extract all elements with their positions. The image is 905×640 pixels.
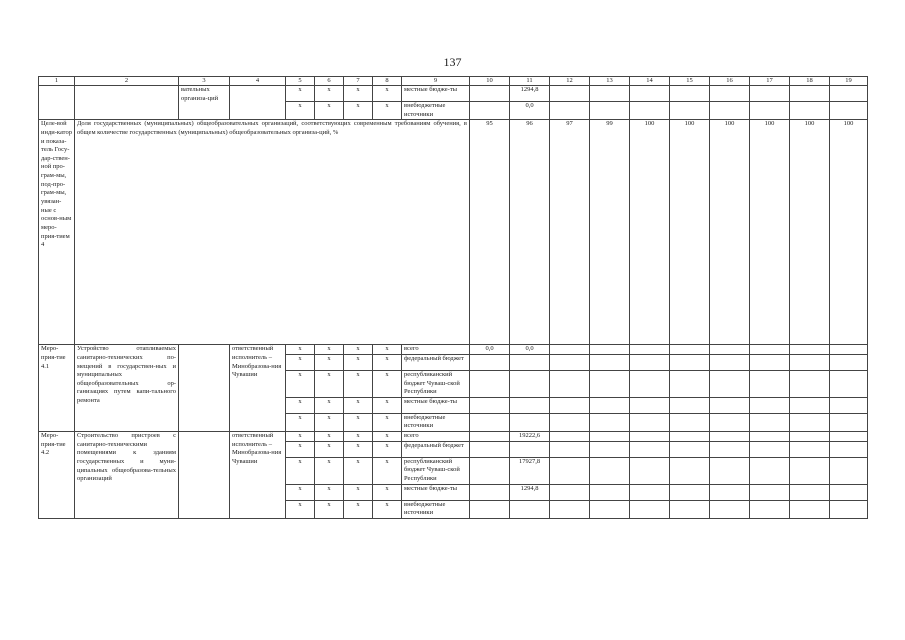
column-number: 9 (402, 77, 470, 86)
value-cell: 0,0 (470, 345, 510, 355)
column-number-row (39, 77, 868, 86)
value-cell: 1294,8 (510, 86, 550, 102)
value-cell: 17927,8 (510, 457, 550, 484)
funding-source: республиканский бюджет Чуваш-ской Республики (402, 370, 470, 397)
indicator-value: 100 (670, 120, 710, 345)
x-mark: x (344, 370, 373, 397)
column-number: 19 (830, 77, 868, 86)
value-cell (470, 484, 510, 500)
x-mark: x (373, 500, 402, 518)
x-mark: x (344, 354, 373, 370)
column-number: 14 (630, 77, 670, 86)
column-number: 4 (230, 77, 286, 86)
program-table (38, 76, 868, 519)
indicator-row (39, 120, 868, 345)
column-number: 11 (510, 77, 550, 86)
x-mark: x (373, 432, 402, 442)
measure-executor: ответственный исполнитель – Минобразова-ния Чувашии (230, 345, 286, 432)
x-mark: x (344, 102, 373, 120)
value-cell (470, 457, 510, 484)
x-mark: x (286, 345, 315, 355)
funding-source: всего (402, 345, 470, 355)
indicator-label: Целе-вой инди-катор и показа-тель Госу-дар-ствен-ной про-грам-мы, под-про-грам-мы, увязан-ные с основ-ным меро-прия-тием 4 (39, 120, 75, 345)
column-number: 18 (790, 77, 830, 86)
table-row (39, 86, 868, 102)
empty-cell (75, 86, 179, 120)
column-number: 6 (315, 77, 344, 86)
x-mark: x (315, 345, 344, 355)
measure-executor: ответственный исполнитель – Минобразова-ния Чувашии (230, 432, 286, 519)
funding-source: местные бюдже-ты (402, 484, 470, 500)
x-mark: x (315, 397, 344, 413)
column-number: 2 (75, 77, 179, 86)
x-mark: x (344, 86, 373, 102)
measure-name: Строительство пристроев с санитарно-техническими помещениями к зданиям государственных и муни-ципальных общеобразова-тельных организаций (75, 432, 179, 519)
value-cell (510, 500, 550, 518)
x-mark: x (286, 484, 315, 500)
x-mark: x (286, 441, 315, 457)
x-mark: x (373, 102, 402, 120)
x-mark: x (286, 370, 315, 397)
funding-source: республиканский бюджет Чуваш-ской Республики (402, 457, 470, 484)
x-mark: x (315, 432, 344, 442)
x-mark: x (315, 484, 344, 500)
x-mark: x (286, 86, 315, 102)
value-cell (510, 413, 550, 431)
empty-cell (179, 345, 230, 432)
column-number: 17 (750, 77, 790, 86)
value-cell (470, 370, 510, 397)
x-mark: x (315, 370, 344, 397)
indicator-text: Доля государственных (муниципальных) общеобразовательных организаций, соответствующих современным требованиям обучения, в общем количестве государственных (муниципальных) общеобразовательных организа-ций, % (75, 120, 470, 345)
value-cell (510, 397, 550, 413)
x-mark: x (344, 500, 373, 518)
x-mark: x (344, 441, 373, 457)
funding-source: федеральный бюджет (402, 354, 470, 370)
x-mark: x (315, 354, 344, 370)
x-mark: x (315, 86, 344, 102)
x-mark: x (373, 345, 402, 355)
x-mark: x (286, 413, 315, 431)
value-cell: 0,0 (510, 102, 550, 120)
value-cell: 19222,6 (510, 432, 550, 442)
empty-cell (230, 86, 286, 120)
x-mark: x (373, 397, 402, 413)
x-mark: x (344, 397, 373, 413)
x-mark: x (373, 413, 402, 431)
table-row (39, 432, 868, 442)
x-mark: x (373, 484, 402, 500)
column-number: 1 (39, 77, 75, 86)
funding-source: местные бюдже-ты (402, 86, 470, 102)
column-number: 12 (550, 77, 590, 86)
x-mark: x (315, 457, 344, 484)
empty-cell (179, 432, 230, 519)
value-cell: 1294,8 (510, 484, 550, 500)
x-mark: x (286, 500, 315, 518)
x-mark: x (344, 484, 373, 500)
x-mark: x (373, 457, 402, 484)
x-mark: x (286, 457, 315, 484)
indicator-value: 100 (750, 120, 790, 345)
value-cell (470, 500, 510, 518)
value-cell (470, 397, 510, 413)
x-mark: x (286, 102, 315, 120)
funding-source: местные бюдже-ты (402, 397, 470, 413)
x-mark: x (315, 413, 344, 431)
indicator-value: 100 (830, 120, 868, 345)
x-mark: x (286, 354, 315, 370)
column-number: 8 (373, 77, 402, 86)
table-row (39, 345, 868, 355)
indicator-value: 100 (710, 120, 750, 345)
funding-source: внебюджетные источники (402, 500, 470, 518)
x-mark: x (344, 413, 373, 431)
measure-name: Устройство отапливаемых санитарно-технических по-мещений в государствен-ных и муниципальных общеобразовательных ор-ганизациях путем капи-тального ремонта (75, 345, 179, 432)
funding-source: внебюджетные источники (402, 413, 470, 431)
value-cell: 0,0 (510, 345, 550, 355)
page-number: 137 (443, 55, 462, 69)
indicator-value: 95 (470, 120, 510, 345)
x-mark: x (373, 354, 402, 370)
value-cell (470, 354, 510, 370)
measure-code: Меро-прия-тие 4.2 (39, 432, 75, 519)
value-cell (470, 432, 510, 442)
x-mark: x (315, 500, 344, 518)
x-mark: x (315, 102, 344, 120)
measure-code: Меро-прия-тие 4.1 (39, 345, 75, 432)
indicator-value: 100 (790, 120, 830, 345)
x-mark: x (373, 370, 402, 397)
value-cell (510, 370, 550, 397)
x-mark: x (344, 432, 373, 442)
column-number: 13 (590, 77, 630, 86)
value-cell (510, 441, 550, 457)
x-mark: x (373, 441, 402, 457)
funding-source: федеральный бюджет (402, 441, 470, 457)
indicator-value: 100 (630, 120, 670, 345)
value-cell (470, 102, 510, 120)
x-mark: x (344, 345, 373, 355)
value-cell (510, 354, 550, 370)
indicator-value: 99 (590, 120, 630, 345)
column-number: 10 (470, 77, 510, 86)
x-mark: x (286, 432, 315, 442)
x-mark: x (373, 86, 402, 102)
funding-source: внебюджетные источники (402, 102, 470, 120)
x-mark: x (315, 441, 344, 457)
empty-cell (39, 86, 75, 120)
indicator-value: 96 (510, 120, 550, 345)
x-mark: x (286, 397, 315, 413)
column-number: 7 (344, 77, 373, 86)
indicator-value: 97 (550, 120, 590, 345)
value-cell (470, 413, 510, 431)
column-number: 5 (286, 77, 315, 86)
value-cell (470, 441, 510, 457)
column-number: 16 (710, 77, 750, 86)
funding-source: всего (402, 432, 470, 442)
x-mark: x (344, 457, 373, 484)
value-cell (470, 86, 510, 102)
organizations-fragment: вательных организа-ций (179, 86, 230, 120)
column-number: 15 (670, 77, 710, 86)
column-number: 3 (179, 77, 230, 86)
